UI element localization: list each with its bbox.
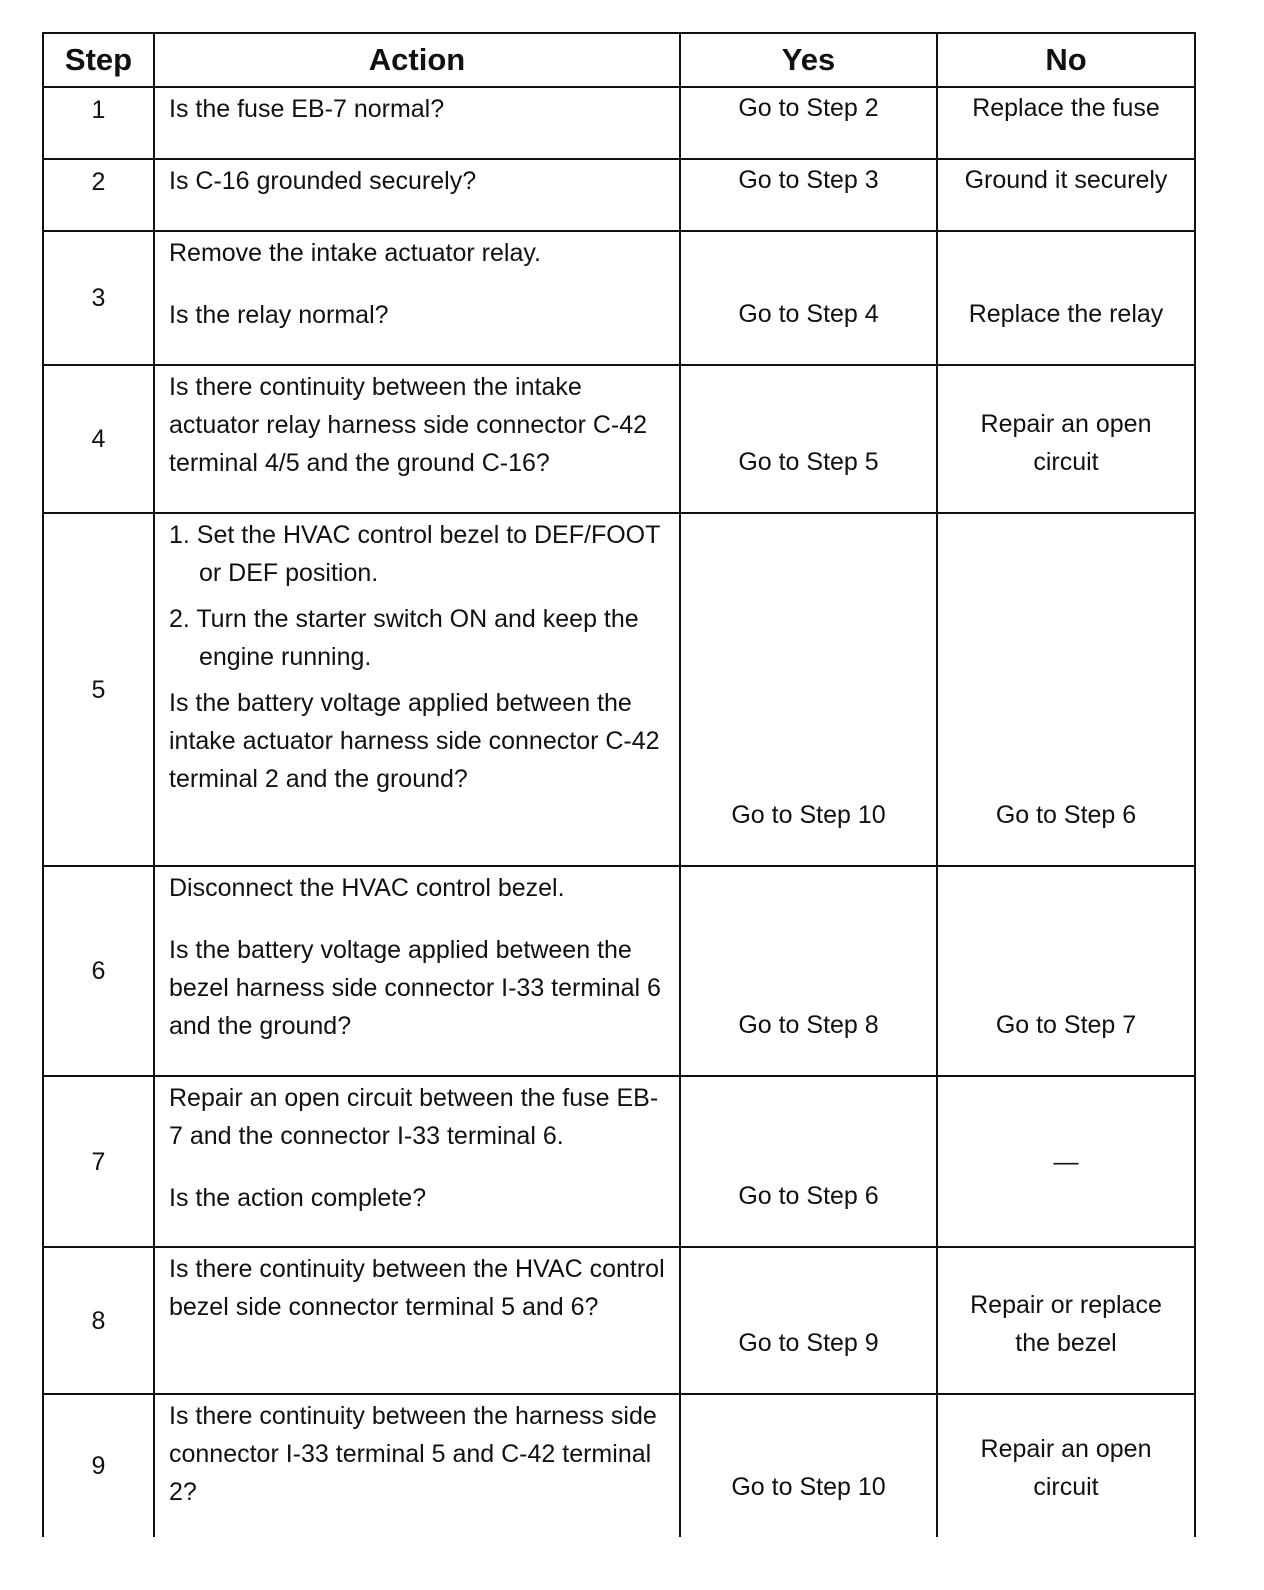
action-text: Is C-16 grounded securely? [169,167,477,195]
action-question: Is the relay normal? [169,301,389,329]
action-text: Repair an open circuit between the fuse EB-7 and the connector I-33 terminal 6. [169,1084,659,1150]
action-cell [154,866,680,1076]
action-cell [154,1394,680,1537]
step-number: 1 [43,87,154,159]
header-action: Action [154,33,680,87]
action-text: Is the fuse EB-7 normal? [169,95,445,123]
action-text: Remove the intake actuator relay. [169,239,541,267]
header-no: No [937,33,1195,87]
step-number: 4 [43,365,154,513]
action-question: Is the battery voltage applied between the intake actuator harness side connector C-42 terminal 2 and the ground? [169,689,660,793]
action-cell [154,159,680,231]
step-number: 8 [43,1247,154,1394]
table-row [43,159,1195,231]
no-cell-dash: — [937,1076,1195,1247]
no-cell: Repair or replace the bezel [937,1247,1195,1394]
action-text: Is there continuity between the HVAC control bezel side connector terminal 5 and 6? [169,1255,665,1321]
step-number: 6 [43,866,154,1076]
header-row [43,33,1195,87]
yes-cell: Go to Step 5 [680,365,937,513]
yes-cell: Go to Step 10 [680,513,937,866]
action-text: Is there continuity between the harness side connector I-33 terminal 5 and C-42 terminal 2? [169,1402,657,1506]
no-cell: Repair an open circuit [937,365,1195,513]
yes-cell: Go to Step 10 [680,1394,937,1537]
table-row [43,365,1195,513]
action-step-1: 1. Set the HVAC control bezel to DEF/FOOT or DEF position. [169,521,660,587]
step-number: 7 [43,1076,154,1247]
action-question: Is the battery voltage applied between the bezel harness side connector I-33 terminal 6 and the ground? [169,936,661,1040]
yes-cell: Go to Step 3 [680,159,937,231]
table-row [43,231,1195,365]
header-yes: Yes [680,33,937,87]
action-cell [154,231,680,365]
table-row [43,1247,1195,1394]
no-cell: Replace the relay [937,231,1195,365]
step-number: 2 [43,159,154,231]
action-cell [154,1076,680,1247]
action-question: Is the action complete? [169,1184,427,1212]
table-row [43,1394,1195,1537]
step-number: 9 [43,1394,154,1537]
yes-cell: Go to Step 4 [680,231,937,365]
yes-cell: Go to Step 9 [680,1247,937,1394]
no-cell: Repair an open circuit [937,1394,1195,1537]
action-cell [154,87,680,159]
table-row [43,513,1195,866]
action-cell [154,513,680,866]
no-cell: Ground it securely [937,159,1195,231]
table-row [43,87,1195,159]
step-number: 3 [43,231,154,365]
yes-cell: Go to Step 2 [680,87,937,159]
header-step: Step [43,33,154,87]
table-row [43,1076,1195,1247]
no-cell: Go to Step 6 [937,513,1195,866]
action-step-2: 2. Turn the starter switch ON and keep the engine running. [169,605,639,671]
no-cell: Replace the fuse [937,87,1195,159]
table-row [43,866,1195,1076]
troubleshooting-table [42,32,1196,1537]
action-cell [154,365,680,513]
yes-cell: Go to Step 8 [680,866,937,1076]
action-cell [154,1247,680,1394]
step-number: 5 [43,513,154,866]
action-text: Disconnect the HVAC control bezel. [169,874,565,902]
action-text: Is there continuity between the intake actuator relay harness side connector C-42 terminal 4/5 and the ground C-16? [169,373,648,477]
yes-cell: Go to Step 6 [680,1076,937,1247]
no-cell: Go to Step 7 [937,866,1195,1076]
